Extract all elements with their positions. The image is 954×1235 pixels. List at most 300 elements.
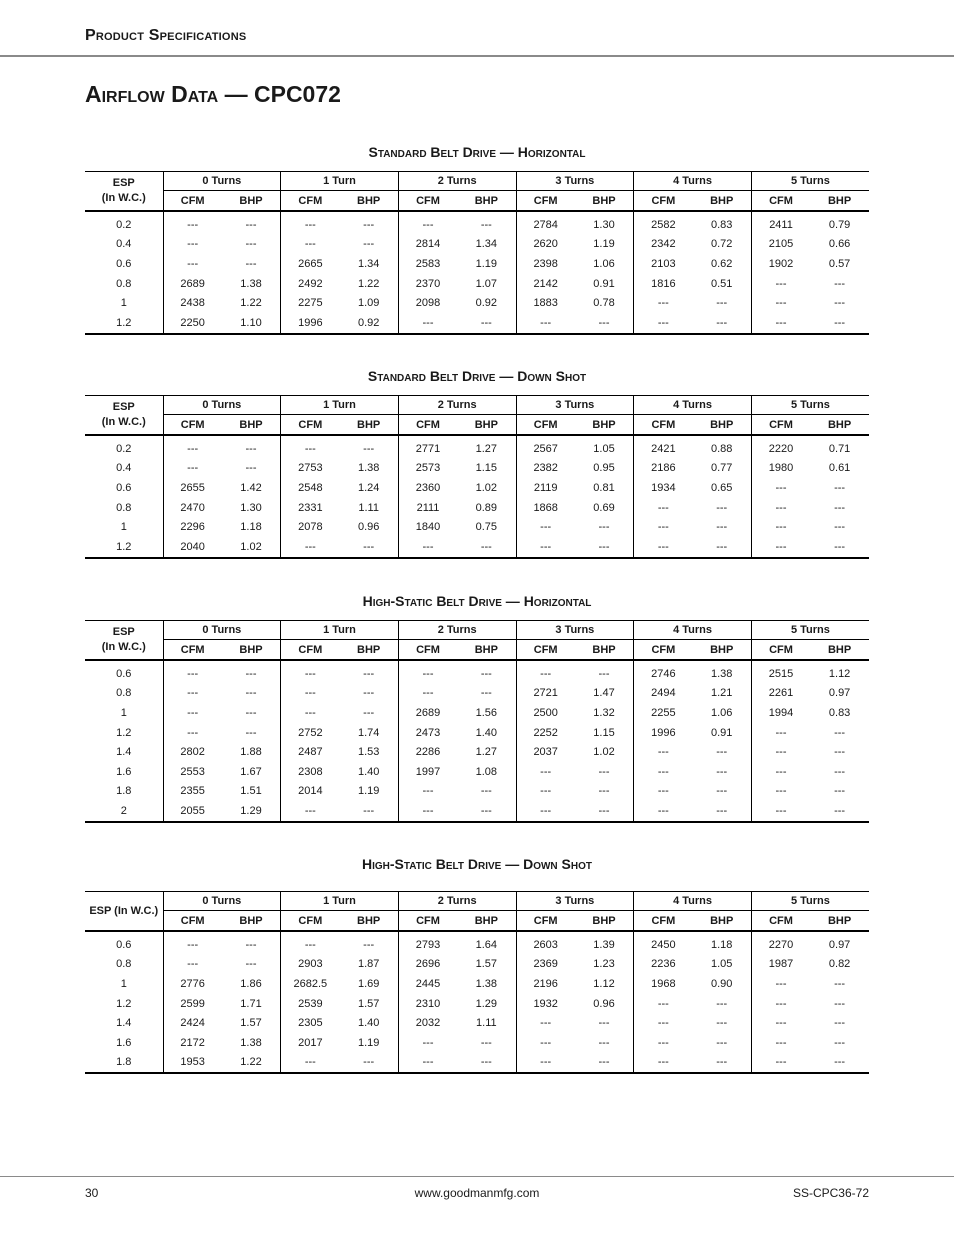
bhp-cell: --- — [245, 958, 257, 971]
cfm-cell: 2445 — [398, 974, 457, 994]
cfm-header: CFM — [281, 415, 340, 436]
bhp-header: BHP — [575, 911, 634, 932]
bhp-cell: 0.51 — [710, 277, 733, 290]
table-row — [85, 235, 869, 255]
cfm-cell: 2500 — [516, 703, 575, 723]
bhp-cell: 1.57 — [240, 1017, 262, 1030]
bhp-cell: --- — [716, 501, 728, 514]
cfm-cell: 2411 — [751, 211, 810, 235]
esp-cell: 1.4 — [116, 1017, 132, 1030]
bhp-cell: 0.79 — [828, 218, 851, 231]
cfm-cell: --- — [634, 1033, 693, 1053]
cfm-cell: --- — [751, 313, 810, 334]
cfm-cell: --- — [751, 1013, 810, 1033]
cfm-cell: 1997 — [398, 762, 457, 782]
cfm-header: CFM — [634, 911, 693, 932]
bhp-cell: --- — [245, 687, 257, 700]
bhp-cell: 1.40 — [357, 765, 380, 778]
cfm-cell: 1994 — [751, 703, 810, 723]
cfm-cell: 2620 — [516, 235, 575, 255]
cfm-header: CFM — [751, 640, 810, 661]
cfm-cell: --- — [516, 517, 575, 537]
bhp-cell: --- — [810, 313, 869, 334]
turns-header: 1 Turn — [281, 892, 399, 911]
bhp-cell: --- — [363, 667, 375, 680]
bhp-cell: 1.29 — [475, 997, 498, 1010]
airflow-table — [85, 171, 869, 335]
esp-cell: 1.4 — [116, 746, 132, 759]
esp-cell: 1.2 — [116, 726, 132, 739]
cfm-cell: 2548 — [281, 478, 340, 498]
airflow-table — [85, 395, 869, 559]
cfm-cell: --- — [163, 211, 222, 235]
cfm-cell: 2665 — [281, 254, 340, 274]
esp-cell: 1.6 — [116, 765, 132, 778]
table-row — [85, 459, 869, 479]
cfm-cell: 1996 — [634, 723, 693, 743]
bhp-cell: 1.07 — [475, 277, 498, 290]
bhp-cell: --- — [480, 218, 492, 231]
bhp-cell: 1.53 — [357, 746, 380, 759]
cfm-cell: 2487 — [281, 742, 340, 762]
cfm-cell: 2424 — [163, 1013, 222, 1033]
esp-unit-label: (In W.C.) — [101, 641, 146, 653]
table-row — [85, 801, 869, 822]
bhp-cell: 1.02 — [593, 746, 615, 759]
bhp-cell: --- — [480, 667, 492, 680]
bhp-cell: --- — [598, 765, 610, 778]
bhp-cell: 1.19 — [475, 257, 498, 270]
footer-rule — [0, 1176, 954, 1177]
esp-cell: 0.6 — [116, 257, 132, 270]
bhp-cell: --- — [716, 997, 728, 1010]
cfm-cell: 2055 — [163, 801, 222, 822]
bhp-header: BHP — [222, 640, 281, 661]
cfm-cell: --- — [163, 703, 222, 723]
cfm-header: CFM — [751, 911, 810, 932]
bhp-cell: --- — [245, 442, 257, 455]
cfm-header: CFM — [163, 640, 222, 661]
bhp-cell: --- — [598, 785, 610, 798]
bhp-cell: 0.90 — [710, 977, 733, 990]
section-title: Standard Belt Drive — Down Shot — [367, 368, 587, 384]
bhp-cell: 0.57 — [828, 257, 851, 270]
cfm-cell: 2098 — [398, 293, 457, 313]
bhp-cell: 1.29 — [222, 801, 281, 822]
cfm-header: CFM — [163, 191, 222, 212]
bhp-header: BHP — [810, 415, 869, 436]
bhp-cell: --- — [245, 938, 257, 951]
bhp-cell: 0.71 — [828, 442, 851, 455]
bhp-header: BHP — [575, 191, 634, 212]
cfm-cell: --- — [516, 1013, 575, 1033]
bhp-cell: 0.91 — [593, 277, 615, 290]
section-title: Standard Belt Drive — Horizontal — [368, 144, 586, 160]
cfm-cell: --- — [634, 994, 693, 1014]
table-row — [85, 955, 869, 975]
bhp-header: BHP — [810, 191, 869, 212]
bhp-cell: 0.95 — [593, 462, 615, 475]
bhp-cell: --- — [716, 785, 728, 798]
bhp-cell: 1.38 — [475, 977, 498, 990]
esp-cell: 1.2 — [85, 537, 163, 558]
cfm-cell: --- — [163, 235, 222, 255]
esp-cell: 2 — [85, 801, 163, 822]
bhp-header: BHP — [222, 415, 281, 436]
bhp-cell: 1.87 — [357, 958, 380, 971]
esp-cell: 1 — [120, 977, 127, 990]
cfm-cell: 2172 — [163, 1033, 222, 1053]
cfm-cell: --- — [634, 537, 693, 558]
cfm-cell: 2599 — [163, 994, 222, 1014]
bhp-cell: --- — [340, 801, 399, 822]
turns-header: 4 Turns — [634, 621, 752, 640]
bhp-cell: 1.38 — [710, 667, 733, 680]
esp-cell: 0.8 — [116, 958, 132, 971]
cfm-cell: --- — [751, 537, 810, 558]
bhp-cell: 0.75 — [475, 521, 498, 534]
bhp-cell: 1.02 — [475, 481, 498, 494]
bhp-cell: --- — [810, 1053, 869, 1074]
airflow-table — [85, 620, 869, 823]
bhp-cell: 0.66 — [828, 238, 851, 251]
cfm-cell: 2255 — [634, 703, 693, 723]
cfm-cell: --- — [281, 801, 340, 822]
cfm-cell: --- — [751, 723, 810, 743]
bhp-cell: 1.51 — [240, 785, 262, 798]
cfm-cell: --- — [634, 782, 693, 802]
cfm-cell: --- — [751, 742, 810, 762]
cfm-cell: 1816 — [634, 274, 693, 294]
turns-header: 2 Turns — [398, 621, 516, 640]
bhp-cell: --- — [245, 462, 257, 475]
bhp-cell: 1.34 — [357, 257, 380, 270]
turns-header: 4 Turns — [634, 892, 752, 911]
bhp-cell: 0.82 — [828, 958, 851, 971]
bhp-cell: 1.21 — [710, 687, 733, 700]
bhp-cell: 0.61 — [828, 462, 851, 475]
bhp-cell: --- — [245, 726, 257, 739]
bhp-cell: 0.69 — [593, 501, 615, 514]
bhp-cell: 0.92 — [475, 297, 498, 310]
table-row — [85, 435, 869, 459]
bhp-cell: --- — [363, 218, 375, 231]
table-row — [85, 1013, 869, 1033]
cfm-header: CFM — [516, 415, 575, 436]
bhp-header: BHP — [693, 191, 752, 212]
cfm-cell: 2398 — [516, 254, 575, 274]
bhp-cell: 1.71 — [240, 997, 262, 1010]
bhp-cell: 0.81 — [593, 481, 615, 494]
cfm-header: CFM — [751, 415, 810, 436]
cfm-cell: 2369 — [516, 955, 575, 975]
cfm-cell: --- — [751, 1053, 810, 1074]
bhp-cell: 0.96 — [357, 521, 380, 534]
cfm-cell: 2355 — [163, 782, 222, 802]
bhp-cell: 0.92 — [340, 313, 399, 334]
cfm-cell: --- — [281, 537, 340, 558]
table-row — [85, 498, 869, 518]
esp-cell: 1.2 — [116, 997, 132, 1010]
footer-url[interactable]: www.goodmanmfg.com — [414, 1186, 540, 1200]
cfm-header: CFM — [398, 911, 457, 932]
cfm-cell: 2360 — [398, 478, 457, 498]
cfm-cell: --- — [163, 955, 222, 975]
esp-header — [85, 892, 163, 932]
cfm-cell: 2771 — [398, 435, 457, 459]
cfm-cell: 2473 — [398, 723, 457, 743]
bhp-cell: 1.56 — [475, 706, 498, 719]
cfm-cell: 2310 — [398, 994, 457, 1014]
cfm-header: CFM — [281, 911, 340, 932]
cfm-cell: --- — [516, 762, 575, 782]
table-row — [85, 974, 869, 994]
esp-cell: 1 — [120, 297, 127, 310]
table-row — [85, 1053, 869, 1074]
bhp-cell: 1.06 — [710, 706, 733, 719]
bhp-cell: --- — [245, 257, 257, 270]
bhp-cell: 1.19 — [357, 1036, 380, 1049]
bhp-cell: --- — [457, 1053, 516, 1074]
bhp-cell: 1.18 — [710, 938, 733, 951]
table-row — [85, 703, 869, 723]
turns-header: 5 Turns — [751, 621, 869, 640]
turns-header: 1 Turn — [281, 172, 399, 191]
bhp-header: BHP — [575, 415, 634, 436]
bhp-cell: 0.62 — [710, 257, 733, 270]
cfm-cell: --- — [516, 537, 575, 558]
table-row — [85, 660, 869, 684]
turns-header: 0 Turns — [163, 396, 281, 415]
bhp-cell: 1.19 — [593, 238, 615, 251]
cfm-cell: --- — [281, 660, 340, 684]
cfm-cell: --- — [634, 517, 693, 537]
cfm-cell: --- — [634, 762, 693, 782]
cfm-cell: 2492 — [281, 274, 340, 294]
cfm-cell: 1868 — [516, 498, 575, 518]
bhp-cell: --- — [834, 277, 846, 290]
bhp-cell: 1.15 — [593, 726, 615, 739]
bhp-cell: --- — [575, 1053, 634, 1074]
cfm-cell: --- — [751, 762, 810, 782]
cfm-cell: 2539 — [281, 994, 340, 1014]
cfm-cell: 2252 — [516, 723, 575, 743]
cfm-cell: 2296 — [163, 517, 222, 537]
cfm-cell: 2583 — [398, 254, 457, 274]
cfm-cell: 2103 — [634, 254, 693, 274]
bhp-cell: --- — [834, 297, 846, 310]
cfm-cell: 2236 — [634, 955, 693, 975]
cfm-cell: --- — [398, 211, 457, 235]
turns-header: 0 Turns — [163, 621, 281, 640]
cfm-header: CFM — [516, 911, 575, 932]
table-row — [85, 1033, 869, 1053]
cfm-cell: --- — [281, 684, 340, 704]
bhp-header: BHP — [457, 415, 516, 436]
bhp-cell: 0.97 — [828, 687, 851, 700]
bhp-cell: --- — [716, 1036, 728, 1049]
cfm-cell: 1953 — [163, 1053, 222, 1074]
cfm-header: CFM — [751, 191, 810, 212]
bhp-cell: 0.96 — [593, 997, 615, 1010]
cfm-cell: --- — [751, 478, 810, 498]
cfm-cell: 2142 — [516, 274, 575, 294]
turns-header: 3 Turns — [516, 621, 634, 640]
cfm-cell: 2382 — [516, 459, 575, 479]
esp-cell: 1 — [120, 521, 127, 534]
table-row — [85, 313, 869, 334]
cfm-cell: --- — [516, 801, 575, 822]
cfm-cell: --- — [163, 684, 222, 704]
bhp-cell: --- — [834, 501, 846, 514]
bhp-cell: --- — [834, 521, 846, 534]
esp-label: ESP — [112, 177, 135, 189]
cfm-cell: 2903 — [281, 955, 340, 975]
bhp-cell: 1.38 — [240, 277, 262, 290]
cfm-header: CFM — [281, 191, 340, 212]
bhp-cell: --- — [693, 537, 752, 558]
cfm-cell: 2331 — [281, 498, 340, 518]
cfm-cell: 2655 — [163, 478, 222, 498]
bhp-cell: --- — [810, 537, 869, 558]
cfm-header: CFM — [163, 415, 222, 436]
cfm-cell: 2746 — [634, 660, 693, 684]
bhp-cell: 1.42 — [240, 481, 262, 494]
esp-header — [85, 172, 163, 212]
bhp-cell: --- — [480, 1036, 492, 1049]
cfm-cell: 1883 — [516, 293, 575, 313]
bhp-cell: --- — [457, 313, 516, 334]
bhp-cell: --- — [363, 442, 375, 455]
cfm-header: CFM — [281, 640, 340, 661]
bhp-cell: --- — [716, 297, 728, 310]
bhp-cell: --- — [834, 481, 846, 494]
cfm-cell: --- — [634, 498, 693, 518]
cfm-cell: 1902 — [751, 254, 810, 274]
cfm-cell: 1840 — [398, 517, 457, 537]
esp-cell: 0.6 — [116, 938, 132, 951]
cfm-header: CFM — [516, 640, 575, 661]
bhp-cell: --- — [340, 1053, 399, 1074]
bhp-cell: 0.77 — [710, 462, 733, 475]
bhp-cell: 0.88 — [710, 442, 733, 455]
bhp-cell: 0.78 — [593, 297, 615, 310]
bhp-header: BHP — [693, 911, 752, 932]
cfm-cell: 2582 — [634, 211, 693, 235]
bhp-header: BHP — [222, 911, 281, 932]
bhp-cell: --- — [834, 726, 846, 739]
section-title: High-Static Belt Drive — Down Shot — [362, 856, 592, 872]
cfm-cell: 2111 — [398, 498, 457, 518]
cfm-cell: 2105 — [751, 235, 810, 255]
bhp-header: BHP — [457, 640, 516, 661]
bhp-cell: --- — [693, 1053, 752, 1074]
table-row — [85, 684, 869, 704]
doc-code: SS-CPC36-72 — [792, 1186, 869, 1200]
bhp-cell: 1.40 — [475, 726, 498, 739]
table-row — [85, 211, 869, 235]
cfm-cell: 2261 — [751, 684, 810, 704]
table-row — [85, 931, 869, 955]
bhp-header: BHP — [340, 911, 399, 932]
cfm-cell: --- — [163, 435, 222, 459]
bhp-cell: 1.09 — [357, 297, 380, 310]
table-row — [85, 782, 869, 802]
turns-header: 1 Turn — [281, 621, 399, 640]
esp-cell: 1.8 — [85, 1053, 163, 1074]
cfm-cell: 1996 — [281, 313, 340, 334]
turns-header: 0 Turns — [163, 172, 281, 191]
bhp-header: BHP — [457, 911, 516, 932]
cfm-cell: --- — [398, 313, 457, 334]
cfm-cell: 2037 — [516, 742, 575, 762]
bhp-cell: 1.34 — [475, 238, 498, 251]
bhp-cell: 1.06 — [593, 257, 615, 270]
bhp-cell: --- — [363, 706, 375, 719]
bhp-cell: 1.23 — [593, 958, 615, 971]
bhp-cell: 1.74 — [357, 726, 380, 739]
cfm-cell: --- — [163, 459, 222, 479]
cfm-cell: --- — [281, 235, 340, 255]
cfm-cell: 2603 — [516, 931, 575, 955]
cfm-cell: 2270 — [751, 931, 810, 955]
cfm-cell: 2014 — [281, 782, 340, 802]
esp-cell: 1.2 — [85, 313, 163, 334]
turns-header: 5 Turns — [751, 892, 869, 911]
bhp-cell: 1.39 — [593, 938, 615, 951]
bhp-cell: 1.88 — [240, 746, 262, 759]
cfm-cell: --- — [163, 660, 222, 684]
cfm-cell: --- — [751, 994, 810, 1014]
turns-header: 5 Turns — [751, 396, 869, 415]
bhp-cell: --- — [834, 997, 846, 1010]
turns-header: 4 Turns — [634, 396, 752, 415]
esp-cell: 1.8 — [116, 785, 132, 798]
cfm-cell: --- — [398, 1033, 457, 1053]
bhp-cell: 1.22 — [357, 277, 380, 290]
bhp-cell: 1.10 — [222, 313, 281, 334]
esp-cell: 0.4 — [116, 238, 132, 251]
bhp-cell: --- — [693, 801, 752, 822]
cfm-cell: --- — [281, 931, 340, 955]
esp-cell: 0.6 — [116, 667, 132, 680]
bhp-header: BHP — [340, 191, 399, 212]
esp-cell: 0.2 — [116, 442, 132, 455]
section-title: High-Static Belt Drive — Horizontal — [362, 593, 592, 609]
bhp-cell: --- — [245, 667, 257, 680]
bhp-cell: 1.57 — [475, 958, 498, 971]
cfm-cell: 2286 — [398, 742, 457, 762]
cfm-cell: 2370 — [398, 274, 457, 294]
bhp-cell: 1.38 — [240, 1036, 262, 1049]
esp-label: ESP — [112, 626, 135, 638]
bhp-cell: --- — [834, 765, 846, 778]
bhp-cell: 1.30 — [240, 501, 262, 514]
cfm-cell: --- — [281, 1053, 340, 1074]
bhp-cell: 1.69 — [357, 977, 380, 990]
cfm-cell: --- — [634, 1013, 693, 1033]
cfm-cell: --- — [751, 274, 810, 294]
bhp-header: BHP — [810, 640, 869, 661]
cfm-cell: 2573 — [398, 459, 457, 479]
bhp-cell: --- — [457, 801, 516, 822]
table-row — [85, 723, 869, 743]
bhp-header: BHP — [575, 640, 634, 661]
bhp-header: BHP — [340, 640, 399, 661]
bhp-cell: 0.83 — [710, 218, 733, 231]
bhp-cell: 0.83 — [828, 706, 851, 719]
cfm-cell: 2032 — [398, 1013, 457, 1033]
